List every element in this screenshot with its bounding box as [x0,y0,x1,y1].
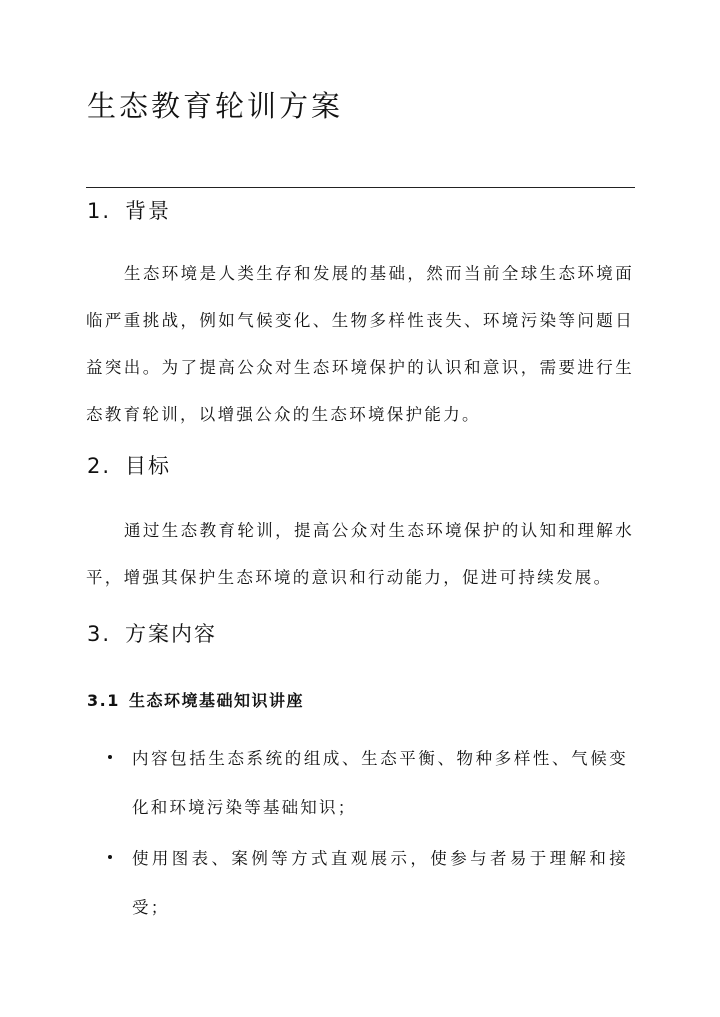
title-divider [86,187,635,188]
bullet-icon [108,755,112,759]
section-title: 方案内容 [125,622,217,646]
section-number: 3. [87,622,112,646]
background-paragraph: 生态环境是人类生存和发展的基础，然而当前全球生态环境面临严重挑战，例如气候变化、生物多样性丧失、环境污染等问题日益突出。为了提高公众对生态环境保护的认识和意识，需要进行生态教育轮训，以增强公众的生态环境保护能力。 [86,264,634,424]
subsection-number: 3.1 [87,691,120,710]
section-title: 目标 [125,454,171,478]
section-heading-goals [87,451,171,481]
document-title: 生态教育轮训方案 [87,89,344,123]
section-title: 背景 [125,199,171,223]
section-number: 1. [87,199,112,223]
section-heading-background [87,196,171,226]
section-number: 2. [87,454,112,478]
list-item [108,734,628,832]
list-item-text: 内容包括生态系统的组成、生态平衡、物种多样性、气候变化和环境污染等基础知识； [132,749,628,817]
subsection-title: 生态环境基础知识讲座 [129,691,305,710]
list-item-text: 使用图表、案例等方式直观展示，使参与者易于理解和接受； [132,849,628,917]
list-item [108,834,628,932]
bullet-icon [108,855,112,859]
subsection-heading [87,689,304,713]
section-heading-plan [87,619,217,649]
goals-paragraph: 通过生态教育轮训，提高公众对生态环境保护的认知和理解水平，增强其保护生态环境的意识和行动能力，促进可持续发展。 [86,521,634,587]
